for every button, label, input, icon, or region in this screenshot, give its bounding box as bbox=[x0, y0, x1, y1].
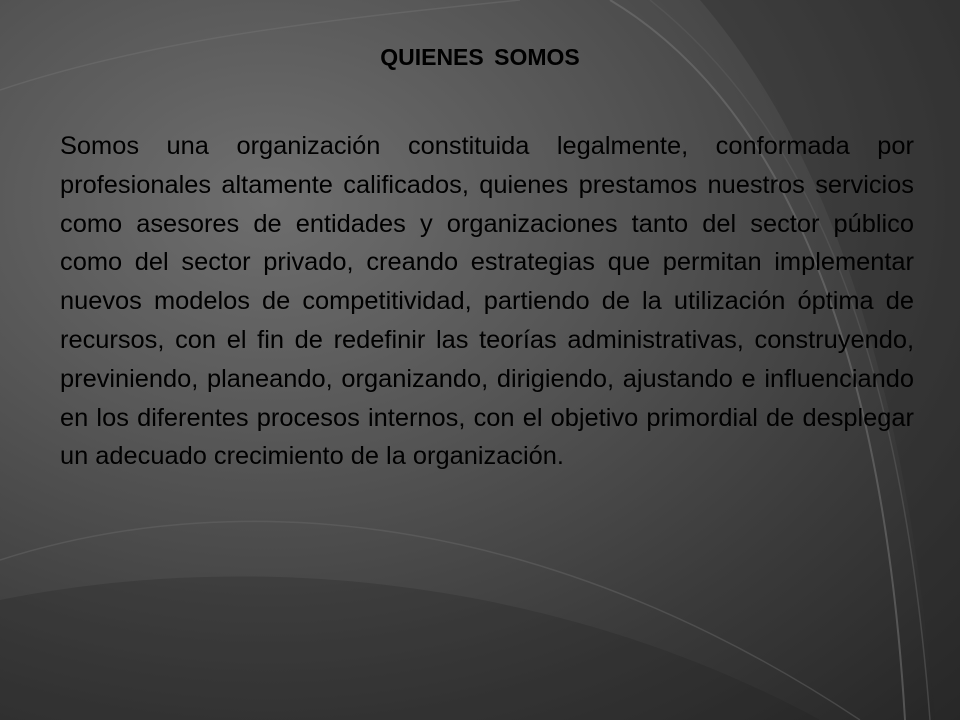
body-paragraph: Somos una organización constituida legalmente, conformada por profesionales altamente calificados, quienes prestamos nuestros servicios como asesores de entidades y organizaciones tanto del sector público como del sector privado, creando estrategias que permitan implementar nuevos modelos de competitividad, partiendo de la utilización óptima de recursos, con el fin de redefinir las teorías administrativas, construyendo, previniendo, planeando, organizando, dirigiendo, ajustando e influenciando en los diferentes procesos internos, con el objetivo primordial de desplegar un adecuado crecimiento de la organización. bbox=[60, 132, 914, 471]
slide-title: QUIENES SOMOS bbox=[380, 44, 580, 70]
decor-band-bottom bbox=[0, 576, 820, 720]
